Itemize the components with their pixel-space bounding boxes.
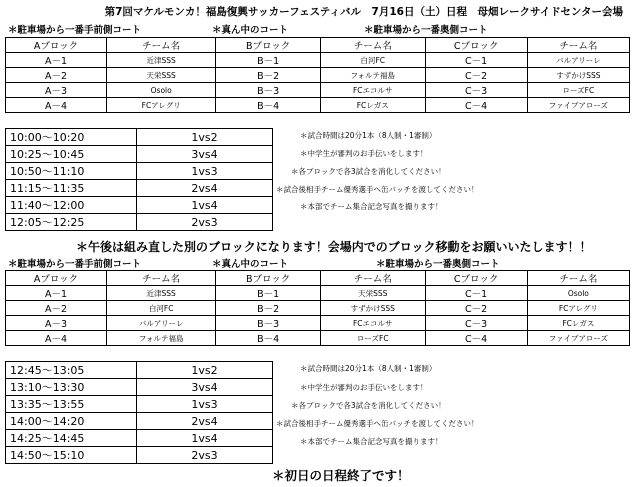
- slot-label: C－3: [425, 316, 527, 331]
- court-label-far: ＊駐車場から一番奥側コート: [376, 259, 500, 270]
- block-row: [6, 286, 630, 301]
- block-row: [6, 98, 630, 113]
- match-pairing: 2vs4: [137, 413, 273, 430]
- match-time: 10:50～11:10: [6, 163, 137, 180]
- afternoon-message: ＊午後は組み直した別のブロックになります！会場内でのブロック移動をお願いいたします！！: [76, 240, 592, 254]
- team-name: ファイブアローズ: [527, 98, 629, 113]
- team-header: チーム名: [527, 271, 629, 286]
- slot-label: A－2: [6, 68, 107, 83]
- block-row: [6, 301, 630, 316]
- match-pairing: 1vs2: [137, 129, 273, 146]
- match-pairing: 1vs3: [137, 163, 273, 180]
- slot-label: A－4: [6, 98, 107, 113]
- court-label-near: ＊駐車場から一番手前側コート: [8, 259, 142, 270]
- team-header: チーム名: [107, 271, 216, 286]
- team-name: 白河FC: [107, 301, 216, 316]
- afternoon-schedule-table: [5, 361, 273, 464]
- team-header: チーム名: [527, 38, 629, 53]
- block-b-header: Bブロック: [216, 271, 321, 286]
- slot-label: A－2: [6, 301, 107, 316]
- slot-label: C－2: [425, 68, 527, 83]
- block-row: [6, 83, 630, 98]
- team-name: Osolo: [527, 286, 629, 301]
- schedule-row: [6, 214, 273, 231]
- slot-label: C－1: [425, 286, 527, 301]
- team-name: 白河FC: [320, 53, 425, 68]
- match-time: 14:50～15:10: [6, 447, 137, 464]
- team-name: FCエコルサ: [320, 316, 425, 331]
- match-time: 12:45～13:05: [6, 362, 137, 379]
- block-c-header: Cブロック: [425, 271, 527, 286]
- slot-label: B－3: [216, 316, 321, 331]
- slot-label: A－3: [6, 316, 107, 331]
- court-label-near: ＊駐車場から一番手前側コート: [8, 25, 142, 36]
- match-time: 10:25～10:45: [6, 146, 137, 163]
- team-name: FCレガス: [527, 316, 629, 331]
- match-time: 13:35～13:55: [6, 396, 137, 413]
- rule-note: ＊試合後相手チーム優秀選手へ缶バッチを渡してください！: [276, 419, 479, 428]
- schedule-row: [6, 379, 273, 396]
- match-pairing: 2vs3: [137, 447, 273, 464]
- rule-note: ＊試合時間は20分1本（8人制・1審制）: [300, 131, 437, 140]
- block-row: [6, 68, 630, 83]
- team-name: バルアリーレ: [527, 53, 629, 68]
- schedule-row: [6, 129, 273, 146]
- match-time: 10:00～10:20: [6, 129, 137, 146]
- slot-label: A－4: [6, 331, 107, 346]
- match-pairing: 2vs3: [137, 214, 273, 231]
- team-name: ファイブアローズ: [527, 331, 629, 346]
- team-name: バルアリーレ: [107, 316, 216, 331]
- end-message: ＊初日の日程終了です！: [272, 468, 410, 483]
- block-row: [6, 316, 630, 331]
- team-header: チーム名: [107, 38, 216, 53]
- team-name: FCアレグリ: [107, 98, 216, 113]
- morning-block-table: [5, 37, 630, 113]
- match-time: 14:00～14:20: [6, 413, 137, 430]
- slot-label: B－1: [216, 53, 321, 68]
- court-label-far: ＊駐車場から一番奥側コート: [364, 25, 488, 36]
- block-header-row: [6, 38, 630, 53]
- slot-label: C－1: [425, 53, 527, 68]
- slot-label: B－3: [216, 83, 321, 98]
- rule-note: ＊本部でチーム集合記念写真を撮ります！: [300, 202, 443, 211]
- team-name: ローズFC: [320, 331, 425, 346]
- slot-label: B－4: [216, 331, 321, 346]
- team-name: FCエコルサ: [320, 83, 425, 98]
- team-name: ローズFC: [527, 83, 629, 98]
- slot-label: A－1: [6, 53, 107, 68]
- block-a-header: Aブロック: [6, 271, 107, 286]
- block-c-header: Cブロック: [425, 38, 527, 53]
- slot-label: C－4: [425, 331, 527, 346]
- match-time: 14:25～14:45: [6, 430, 137, 447]
- team-name: 天栄SSS: [107, 68, 216, 83]
- team-name: 近津SSS: [107, 286, 216, 301]
- slot-label: A－1: [6, 286, 107, 301]
- team-name: FCアレグリ: [527, 301, 629, 316]
- slot-label: B－1: [216, 286, 321, 301]
- morning-schedule-table: [5, 128, 273, 231]
- schedule-row: [6, 197, 273, 214]
- rule-note: ＊中学生が審判のお手伝いをします！: [300, 149, 428, 158]
- match-pairing: 1vs4: [137, 430, 273, 447]
- team-name: FCレガス: [320, 98, 425, 113]
- rule-note: ＊各ブロックで各3試合を消化してください！: [291, 401, 446, 410]
- rule-note: ＊中学生が審判のお手伝いをします！: [300, 383, 428, 392]
- schedule-row: [6, 413, 273, 430]
- match-time: 13:10～13:30: [6, 379, 137, 396]
- team-name: フォルテ福島: [320, 68, 425, 83]
- match-pairing: 1vs4: [137, 197, 273, 214]
- team-header: チーム名: [320, 271, 425, 286]
- slot-label: C－2: [425, 301, 527, 316]
- team-name: 天栄SSS: [320, 286, 425, 301]
- team-name: 近津SSS: [107, 53, 216, 68]
- rule-note: ＊試合時間は20分1本（8人制・1審制）: [300, 364, 437, 373]
- match-pairing: 1vs2: [137, 362, 273, 379]
- slot-label: C－4: [425, 98, 527, 113]
- rule-note: ＊試合後相手チーム優秀選手へ缶バッチを渡してください！: [276, 185, 479, 194]
- match-time: 12:05～12:25: [6, 214, 137, 231]
- team-header: チーム名: [320, 38, 425, 53]
- schedule-row: [6, 362, 273, 379]
- slot-label: A－3: [6, 83, 107, 98]
- court-label-middle: ＊真ん中のコート: [212, 25, 289, 36]
- match-pairing: 2vs4: [137, 180, 273, 197]
- block-b-header: Bブロック: [216, 38, 321, 53]
- schedule-row: [6, 180, 273, 197]
- team-name: すずかけSSS: [320, 301, 425, 316]
- team-name: フォルテ福島: [107, 331, 216, 346]
- match-time: 11:15～11:35: [6, 180, 137, 197]
- match-pairing: 3vs4: [137, 146, 273, 163]
- match-pairing: 3vs4: [137, 379, 273, 396]
- schedule-row: [6, 163, 273, 180]
- schedule-row: [6, 146, 273, 163]
- schedule-row: [6, 447, 273, 464]
- block-row: [6, 331, 630, 346]
- block-row: [6, 53, 630, 68]
- slot-label: B－2: [216, 301, 321, 316]
- team-name: Osolo: [107, 83, 216, 98]
- block-header-row: [6, 271, 630, 286]
- match-time: 11:40～12:00: [6, 197, 137, 214]
- block-a-header: Aブロック: [6, 38, 107, 53]
- slot-label: B－2: [216, 68, 321, 83]
- schedule-row: [6, 430, 273, 447]
- match-pairing: 1vs3: [137, 396, 273, 413]
- team-name: すずかけSSS: [527, 68, 629, 83]
- afternoon-block-table: [5, 270, 630, 346]
- page-title: 第7回マケルモンカ！福島復興サッカーフェスティバル 7月16日（土）日程 母畑レークサイドセンター会場: [104, 6, 623, 18]
- schedule-row: [6, 396, 273, 413]
- rule-note: ＊各ブロックで各3試合を消化してください！: [291, 167, 446, 176]
- rule-note: ＊本部でチーム集合記念写真を撮ります！: [300, 437, 443, 446]
- court-label-middle: ＊真ん中のコート: [212, 259, 289, 270]
- slot-label: B－4: [216, 98, 321, 113]
- slot-label: C－3: [425, 83, 527, 98]
